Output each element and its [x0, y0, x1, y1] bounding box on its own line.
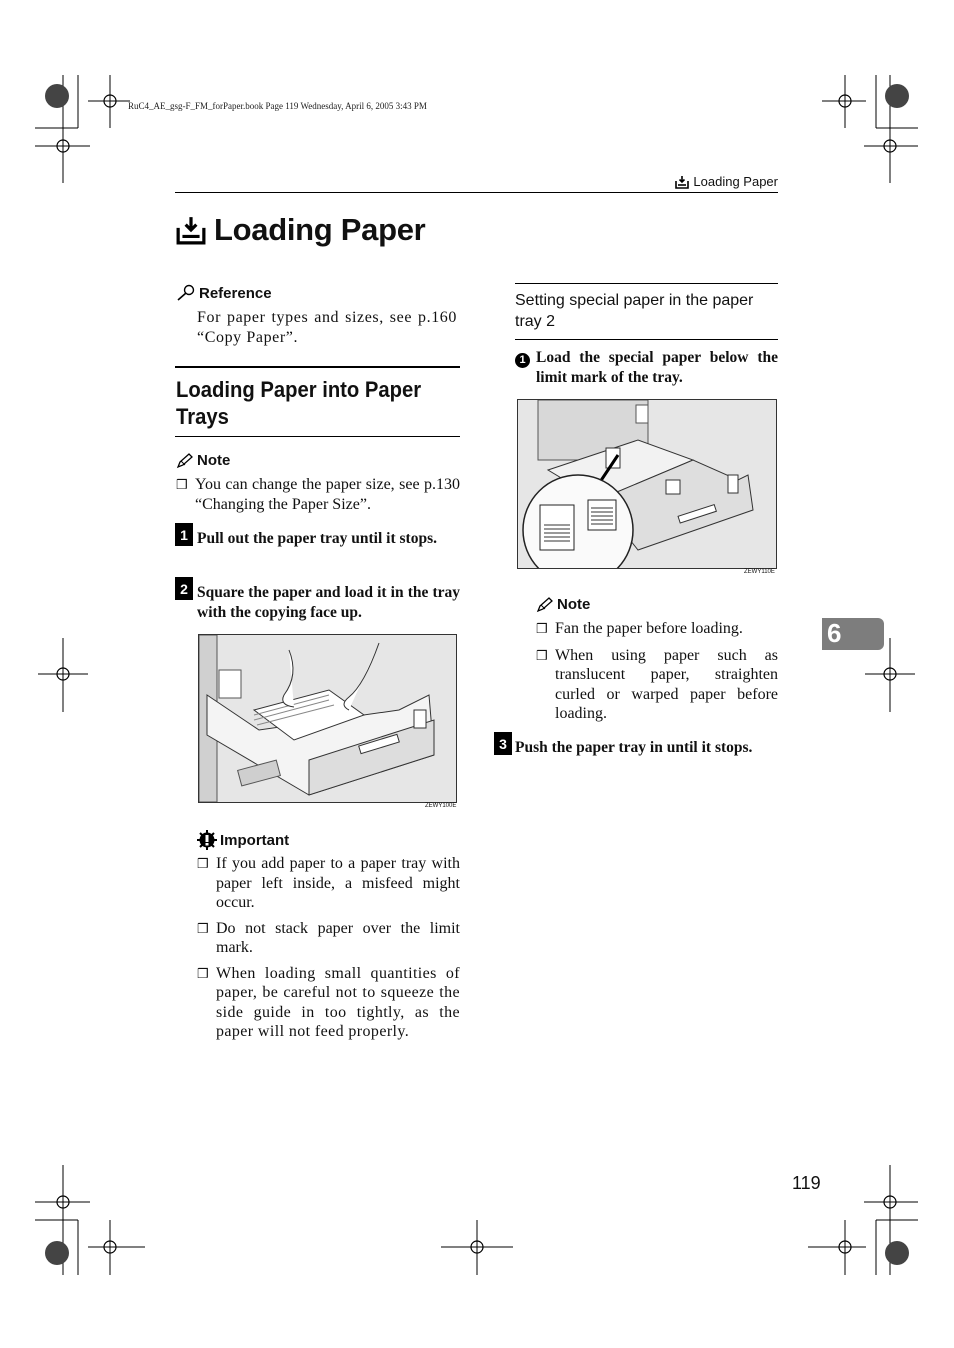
chapter-tab: 6	[822, 618, 884, 650]
running-header	[675, 174, 778, 189]
important-item: ❒ When loading small quantities of paper, be careful not to squeeze the side guide in too tightly, as the paper will not feed properly.	[197, 964, 460, 1040]
pencil-icon	[176, 453, 194, 469]
running-header-text: Loading Paper	[693, 174, 778, 189]
note-label: Note	[176, 452, 230, 469]
important-icon	[197, 830, 217, 850]
section-title: Loading Paper into Paper Trays	[176, 377, 422, 429]
reference-label: Reference	[176, 284, 272, 302]
pencil-icon	[536, 597, 554, 613]
note-list	[536, 619, 778, 724]
book-info-line: RuC4_AE_gsg-F_FM_forPaper.book Page 119 Wednesday, April 6, 2005 3:43 PM	[128, 101, 427, 111]
step-2-number: 2	[175, 577, 193, 600]
note-item: ❒ You can change the paper size, see p.130 “Changing the Paper Size”.	[176, 476, 460, 513]
substep-number: 1	[515, 350, 530, 368]
step-3-number: 3	[494, 732, 512, 755]
paper-tray-icon	[675, 175, 689, 189]
step-1-text: Pull out the paper tray until it stops.	[197, 530, 437, 547]
page-title-text: Loading Paper	[214, 212, 426, 247]
step-1-number: 1	[175, 523, 193, 546]
tray-illustration	[199, 635, 456, 802]
figure-load-paper	[198, 634, 457, 803]
page-number: 119	[792, 1173, 821, 1193]
special-top-rule	[515, 283, 778, 284]
important-list	[197, 854, 460, 1042]
note-list	[176, 475, 460, 514]
special-heading: Setting special paper in the paper tray 2	[515, 292, 754, 330]
figure-code: ZEWY110E	[744, 569, 775, 575]
magnifier-icon	[176, 284, 196, 302]
important-item: ❒ Do not stack paper over the limit mark.	[197, 919, 460, 956]
note-label: Note	[536, 596, 590, 613]
important-label: Important	[197, 830, 289, 850]
paper-tray-icon	[176, 215, 206, 245]
reference-text: For paper types and sizes, see p.160 “Copy Paper”.	[197, 309, 457, 346]
limit-mark-illustration	[518, 400, 776, 568]
note-item: ❒ When using paper such as translucent paper, straighten curled or warped paper before loading.	[536, 646, 778, 722]
note-item: ❒ Fan the paper before loading.	[536, 620, 743, 637]
special-bottom-rule	[515, 339, 778, 340]
step-2-text: Square the paper and load it in the tray with the copying face up.	[197, 584, 460, 621]
figure-code: ZEWY100E	[425, 803, 457, 809]
figure-limit-mark	[517, 399, 777, 569]
page-title	[176, 212, 425, 248]
substep-text: Load the special paper below the limit mark of the tray.	[536, 349, 778, 386]
header-rule	[175, 192, 778, 193]
section-bottom-rule	[175, 436, 460, 437]
section-top-rule	[175, 366, 460, 368]
step-3-text: Push the paper tray in until it stops.	[515, 739, 753, 756]
important-item: ❒ If you add paper to a paper tray with paper left inside, a misfeed might occur.	[197, 855, 460, 911]
